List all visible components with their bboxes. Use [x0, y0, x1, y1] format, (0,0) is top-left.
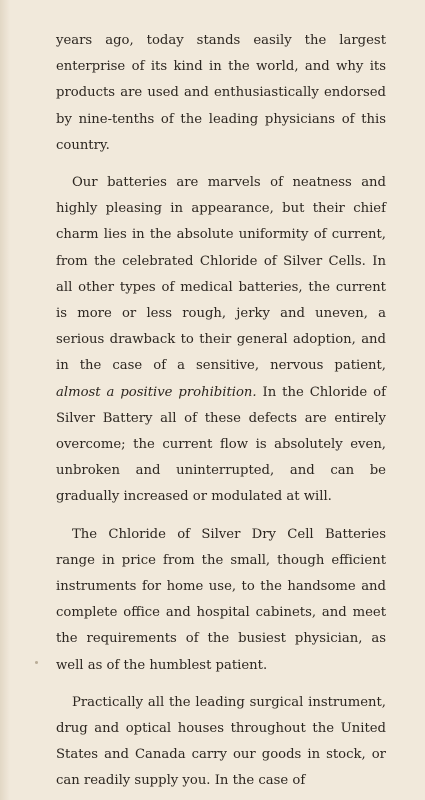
paragraph-2 — [56, 170, 386, 511]
paragraph-2-text-b: In the Chloride of Silver Battery all of these defects are entirely overcome; the current flow is absolutely even, unbroken and uninterrupted, and can be gradually increased or modulated at will. — [56, 384, 386, 505]
body-text — [56, 28, 386, 800]
paper-speck — [35, 661, 38, 664]
paragraph-2-text-a: Our batteries are marvels of neatness and highly pleasing in appearance, but their chief charm lies in the absolute uniformity of current, from the celebrated Chloride of Silver Cells. In all other types of medical batteries, the current is more or less rough, jerky and uneven, a serious drawback to their general adoption, and in the case of a sensitive, nervous patient, — [56, 175, 386, 374]
paragraph-3-text: The Chloride of Silver Dry Cell Batteries range in price from the small, though efficient instruments for home use, to the handsome and complete office and hospital cabinets, and meet the requirements of the busiest physician, as well as of the humblest patient. — [56, 526, 386, 673]
paragraph-2-emphasis: almost a positive prohibition. — [56, 384, 257, 400]
paragraph-4 — [56, 690, 386, 795]
page-edge-shadow — [0, 0, 10, 800]
paragraph-4-text: Practically all the leading surgical instrument, drug and optical houses throughout the United States and Canada carry our goods in stock, or can readily supply you. In the case of — [56, 694, 386, 789]
paragraph-3 — [56, 522, 386, 679]
paragraph-1-text: years ago, today stands easily the largest enterprise of its kind in the world, and why its products are used and enthusiastically endorsed by nine-tenths of the leading physicians of this country. — [56, 33, 386, 153]
paragraph-1 — [56, 28, 386, 159]
